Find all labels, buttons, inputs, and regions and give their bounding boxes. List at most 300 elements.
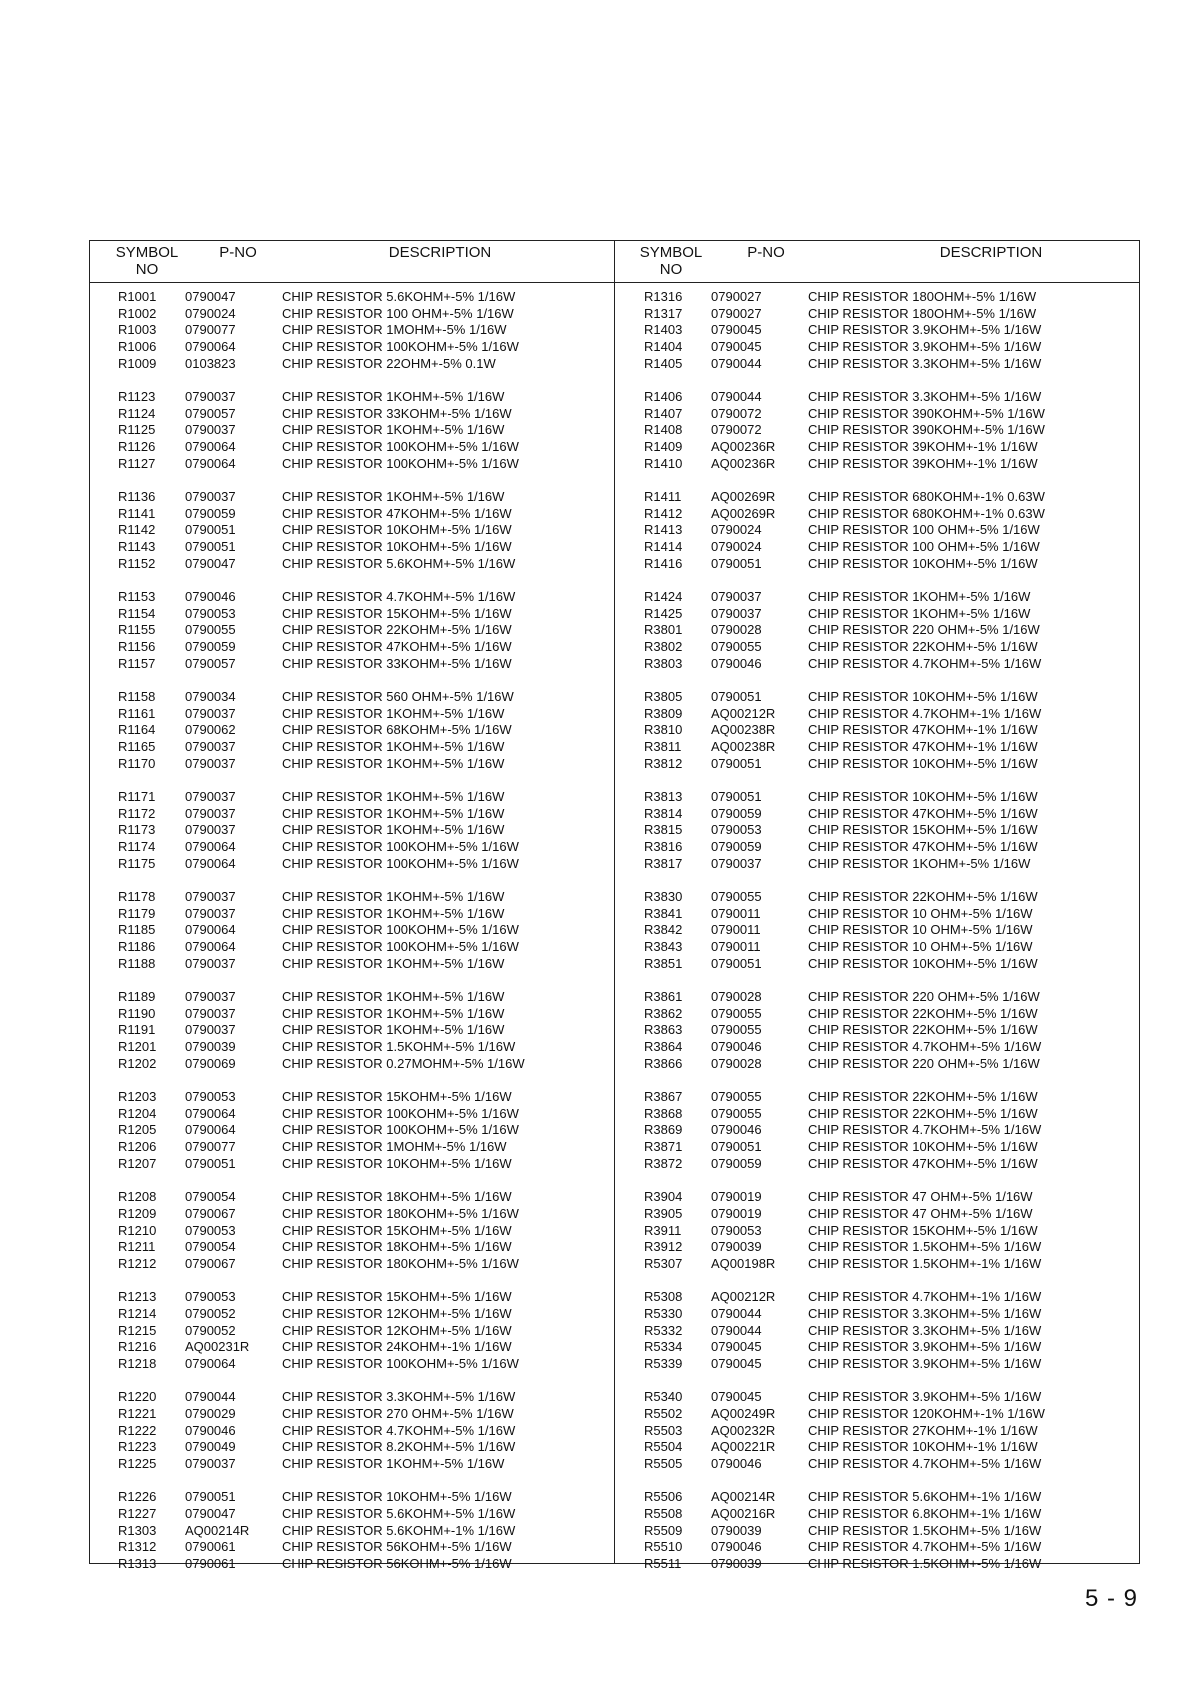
table-row (616, 538, 1141, 555)
table-row (616, 421, 1141, 438)
symbol-cell: R1143 (118, 538, 156, 554)
table-row (616, 1105, 1141, 1122)
pno-cell: 0790037 (185, 822, 236, 838)
description-cell: CHIP RESISTOR 3.3KOHM+-5% 1/16W (808, 1322, 1042, 1338)
symbol-cell: R1172 (118, 805, 156, 821)
symbol-cell: R3830 (644, 889, 683, 905)
pno-cell: 0790039 (711, 1555, 762, 1571)
description-cell: CHIP RESISTOR 1KOHM+-5% 1/16W (282, 705, 505, 721)
symbol-cell: R1225 (118, 1455, 157, 1471)
description-cell: CHIP RESISTOR 100KOHM+-5% 1/16W (282, 455, 519, 471)
description-cell: CHIP RESISTOR 100 OHM+-5% 1/16W (282, 305, 514, 321)
table-row (90, 1238, 614, 1255)
description-cell: CHIP RESISTOR 0.27MOHM+-5% 1/16W (282, 1055, 525, 1071)
table-row (90, 538, 614, 555)
table-row (90, 488, 614, 505)
table-row (616, 1155, 1141, 1172)
table-row (616, 822, 1141, 839)
table-row (90, 738, 614, 755)
symbol-cell: R1002 (118, 305, 157, 321)
table-row (90, 421, 614, 438)
table-row (90, 1538, 614, 1555)
description-cell: CHIP RESISTOR 68KOHM+-5% 1/16W (282, 722, 512, 738)
pno-cell: 0790037 (185, 905, 236, 921)
symbol-cell: R1190 (118, 1005, 156, 1021)
pno-cell: 0790037 (185, 739, 236, 755)
pno-cell: 0790051 (185, 1489, 236, 1505)
description-cell: CHIP RESISTOR 4.7KOHM+-5% 1/16W (808, 1122, 1042, 1138)
description-cell: CHIP RESISTOR 120KOHM+-1% 1/16W (808, 1405, 1045, 1421)
symbol-header: SYMBOL (115, 244, 179, 261)
part-group (616, 588, 1141, 671)
symbol-cell: R3866 (644, 1055, 683, 1071)
symbol-cell: R3810 (644, 722, 683, 738)
table-row (616, 1438, 1141, 1455)
symbol-cell: R1201 (118, 1039, 157, 1055)
pno-cell: 0790037 (185, 705, 236, 721)
table-row (90, 521, 614, 538)
pno-cell: 0790028 (711, 1055, 762, 1071)
symbol-cell: R1212 (118, 1255, 157, 1271)
symbol-cell: R1215 (118, 1322, 157, 1338)
symbol-cell: R1156 (118, 639, 156, 654)
description-cell: CHIP RESISTOR 3.3KOHM+-5% 1/16W (808, 388, 1042, 404)
pno-cell: 0790037 (185, 955, 236, 971)
table-row (616, 1555, 1141, 1572)
table-row (90, 1422, 614, 1439)
description-cell: CHIP RESISTOR 22KOHM+-5% 1/16W (808, 639, 1038, 654)
symbol-cell: R1155 (118, 622, 156, 638)
symbol-cell: R3912 (644, 1239, 683, 1255)
table-row (90, 705, 614, 722)
symbol-cell: R1407 (644, 405, 683, 421)
table-row (90, 1455, 614, 1472)
symbol-cell: R1141 (118, 505, 156, 521)
symbol-cell: R1403 (644, 322, 683, 338)
symbol-cell: R1222 (118, 1422, 157, 1438)
description-cell: CHIP RESISTOR 1KOHM+-5% 1/16W (282, 1455, 505, 1471)
pno-cell: 0790037 (185, 1455, 236, 1471)
pno-cell: 0790037 (711, 855, 762, 871)
description-cell: CHIP RESISTOR 1KOHM+-5% 1/16W (282, 889, 505, 905)
table-row (90, 1355, 614, 1372)
symbol-cell: R1416 (644, 555, 683, 571)
pno-cell: 0790024 (711, 522, 762, 538)
description-cell: CHIP RESISTOR 390KOHM+-5% 1/16W (808, 405, 1045, 421)
table-row (90, 388, 614, 405)
description-cell: CHIP RESISTOR 1KOHM+-5% 1/16W (282, 955, 505, 971)
pno-cell: 0790037 (185, 755, 236, 771)
left-header (90, 241, 614, 282)
description-cell: CHIP RESISTOR 220 OHM+-5% 1/16W (808, 622, 1040, 638)
pno-cell: 0790037 (185, 889, 236, 905)
pno-cell: 0790051 (711, 555, 762, 571)
pno-cell: 0790045 (711, 338, 762, 354)
table-row (616, 1055, 1141, 1072)
description-cell: CHIP RESISTOR 47KOHM+-1% 1/16W (808, 722, 1038, 738)
description-cell: CHIP RESISTOR 10 OHM+-5% 1/16W (808, 939, 1033, 955)
description-cell: CHIP RESISTOR 10KOHM+-5% 1/16W (282, 522, 512, 538)
symbol-cell: R1124 (118, 405, 156, 421)
description-cell: CHIP RESISTOR 10KOHM+-5% 1/16W (808, 755, 1038, 771)
table-row (616, 688, 1141, 705)
part-group (616, 788, 1141, 871)
pno-cell: 0790047 (185, 288, 236, 304)
table-row (616, 638, 1141, 655)
description-cell: CHIP RESISTOR 100 OHM+-5% 1/16W (808, 522, 1040, 538)
pno-cell: 0790037 (185, 1022, 236, 1038)
table-row (90, 1055, 614, 1072)
symbol-cell: R5509 (644, 1522, 683, 1538)
symbol-cell: R1185 (118, 922, 156, 938)
pno-cell: 0790055 (711, 1005, 762, 1021)
description-cell: CHIP RESISTOR 1KOHM+-5% 1/16W (282, 422, 505, 438)
symbol-cell: R3802 (644, 639, 683, 654)
table-row (90, 938, 614, 955)
table-row (90, 1088, 614, 1105)
pno-cell: 0790051 (711, 755, 762, 771)
no-header: NO (135, 261, 159, 278)
pno-cell: 0790069 (185, 1055, 236, 1071)
part-group (616, 688, 1141, 771)
description-cell: CHIP RESISTOR 1KOHM+-5% 1/16W (282, 905, 505, 921)
pno-cell: 0790044 (711, 1305, 762, 1321)
symbol-cell: R1001 (118, 288, 157, 304)
pno-cell: 0790051 (711, 1139, 762, 1155)
pno-cell: 0790051 (711, 789, 762, 804)
pno-cell: 0790037 (185, 1005, 236, 1021)
pno-cell: 0790044 (185, 1389, 236, 1405)
pno-cell: 0790034 (185, 688, 236, 704)
pno-cell: AQ00236R (711, 455, 776, 471)
symbol-cell: R3816 (644, 839, 683, 855)
table-row (90, 1155, 614, 1172)
table-row (616, 438, 1141, 455)
description-header: DESCRIPTION (939, 244, 1043, 261)
pno-cell: 0790051 (711, 688, 762, 704)
pno-cell: 0790052 (185, 1322, 236, 1338)
table-row (90, 822, 614, 839)
table-row (90, 905, 614, 922)
description-cell: CHIP RESISTOR 3.9KOHM+-5% 1/16W (808, 1339, 1042, 1355)
pno-cell: 0790037 (185, 488, 236, 504)
symbol-cell: R3867 (644, 1089, 683, 1105)
table-row (616, 1422, 1141, 1439)
description-cell: CHIP RESISTOR 10KOHM+-5% 1/16W (282, 1489, 512, 1505)
pno-cell: 0790046 (185, 588, 236, 604)
pno-cell: AQ00238R (711, 722, 776, 738)
description-cell: CHIP RESISTOR 3.3KOHM+-5% 1/16W (808, 355, 1042, 371)
pno-cell: 0790046 (711, 655, 762, 671)
description-cell: CHIP RESISTOR 39KOHM+-1% 1/16W (808, 438, 1038, 454)
description-cell: CHIP RESISTOR 1MOHM+-5% 1/16W (282, 322, 507, 338)
symbol-cell: R3872 (644, 1155, 683, 1171)
symbol-cell: R3803 (644, 655, 683, 671)
symbol-cell: R1411 (644, 488, 682, 504)
description-cell: CHIP RESISTOR 4.7KOHM+-5% 1/16W (808, 1455, 1042, 1471)
symbol-cell: R1405 (644, 355, 683, 371)
part-group (616, 1488, 1141, 1571)
description-cell: CHIP RESISTOR 4.7KOHM+-5% 1/16W (282, 588, 516, 604)
description-cell: CHIP RESISTOR 18KOHM+-5% 1/16W (282, 1189, 512, 1205)
table-row (90, 1305, 614, 1322)
pno-cell: 0790064 (185, 939, 236, 955)
description-cell: CHIP RESISTOR 10KOHM+-5% 1/16W (808, 688, 1038, 704)
pno-cell: 0790044 (711, 1322, 762, 1338)
description-cell: CHIP RESISTOR 1.5KOHM+-1% 1/16W (808, 1255, 1042, 1271)
symbol-cell: R3817 (644, 855, 683, 871)
description-cell: CHIP RESISTOR 100KOHM+-5% 1/16W (282, 338, 519, 354)
symbol-cell: R3815 (644, 822, 683, 838)
symbol-cell: R1227 (118, 1505, 157, 1521)
table-row (90, 688, 614, 705)
symbol-cell: R3842 (644, 922, 683, 938)
description-cell: CHIP RESISTOR 22KOHM+-5% 1/16W (808, 1105, 1038, 1121)
table-row (616, 1538, 1141, 1555)
table-row (90, 1405, 614, 1422)
table-row (616, 988, 1141, 1005)
description-cell: CHIP RESISTOR 56KOHM+-5% 1/16W (282, 1555, 512, 1571)
pno-cell: 0790053 (185, 605, 236, 621)
description-cell: CHIP RESISTOR 10 OHM+-5% 1/16W (808, 922, 1033, 938)
table-row (616, 455, 1141, 472)
symbol-cell: R1317 (644, 305, 683, 321)
pno-cell: 0790062 (185, 722, 236, 738)
symbol-cell: R3862 (644, 1005, 683, 1021)
symbol-cell: R1413 (644, 522, 683, 538)
pno-cell: AQ00232R (711, 1422, 776, 1438)
symbol-cell: R1206 (118, 1139, 157, 1155)
right-column (616, 288, 1141, 1588)
pno-cell: 0790053 (711, 1222, 762, 1238)
pno-header: P-NO (747, 244, 785, 261)
symbol-cell: R5505 (644, 1455, 683, 1471)
table-row (90, 1255, 614, 1272)
header-rule (90, 282, 1139, 283)
description-cell: CHIP RESISTOR 180OHM+-5% 1/16W (808, 305, 1037, 321)
symbol-cell: R1213 (118, 1289, 157, 1305)
table-row (616, 621, 1141, 638)
symbol-cell: R3811 (644, 739, 682, 755)
description-cell: CHIP RESISTOR 1.5KOHM+-5% 1/16W (282, 1039, 516, 1055)
table-row (90, 788, 614, 805)
symbol-cell: R1214 (118, 1305, 157, 1321)
description-cell: CHIP RESISTOR 10KOHM+-5% 1/16W (282, 538, 512, 554)
pno-cell: 0790077 (185, 1139, 236, 1155)
description-cell: CHIP RESISTOR 22KOHM+-5% 1/16W (808, 1089, 1038, 1105)
pno-cell: AQ00214R (711, 1489, 776, 1505)
symbol-cell: R1424 (644, 588, 683, 604)
table-row (90, 1038, 614, 1055)
symbol-cell: R5339 (644, 1355, 683, 1371)
table-row (90, 555, 614, 572)
table-row (616, 1405, 1141, 1422)
table-row (90, 1122, 614, 1139)
description-cell: CHIP RESISTOR 100 OHM+-5% 1/16W (808, 538, 1040, 554)
pno-cell: 0103823 (185, 355, 236, 371)
symbol-cell: R1425 (644, 605, 683, 621)
symbol-cell: R1211 (118, 1239, 156, 1255)
table-row (90, 455, 614, 472)
description-cell: CHIP RESISTOR 3.3KOHM+-5% 1/16W (282, 1389, 516, 1405)
table-row (616, 1022, 1141, 1039)
table-row (616, 305, 1141, 322)
description-cell: CHIP RESISTOR 5.6KOHM+-5% 1/16W (282, 1505, 516, 1521)
page-number: 5 - 9 (1084, 1585, 1138, 1612)
description-cell: CHIP RESISTOR 4.7KOHM+-5% 1/16W (282, 1422, 516, 1438)
pno-cell: AQ00249R (711, 1405, 776, 1421)
table-row (90, 755, 614, 772)
description-cell: CHIP RESISTOR 100KOHM+-5% 1/16W (282, 1355, 519, 1371)
symbol-header: SYMBOL (639, 244, 703, 261)
table-row (616, 938, 1141, 955)
table-row (616, 488, 1141, 505)
description-cell: CHIP RESISTOR 27KOHM+-1% 1/16W (808, 1422, 1038, 1438)
description-cell: CHIP RESISTOR 680KOHM+-1% 0.63W (808, 488, 1045, 504)
symbol-cell: R1210 (118, 1222, 157, 1238)
symbol-cell: R5508 (644, 1505, 683, 1521)
description-cell: CHIP RESISTOR 10 OHM+-5% 1/16W (808, 905, 1033, 921)
description-cell: CHIP RESISTOR 3.9KOHM+-5% 1/16W (808, 1355, 1042, 1371)
table-row (90, 288, 614, 305)
pno-header: P-NO (219, 244, 257, 261)
symbol-cell: R1161 (118, 705, 156, 721)
pno-cell: 0790019 (711, 1189, 762, 1205)
description-cell: CHIP RESISTOR 10KOHM+-1% 1/16W (808, 1439, 1038, 1455)
description-cell: CHIP RESISTOR 100KOHM+-5% 1/16W (282, 1105, 519, 1121)
table-row (90, 888, 614, 905)
symbol-cell: R1409 (644, 438, 683, 454)
symbol-cell: R3801 (644, 622, 683, 638)
description-cell: CHIP RESISTOR 5.6KOHM+-1% 1/16W (808, 1489, 1042, 1505)
description-cell: CHIP RESISTOR 47 OHM+-5% 1/16W (808, 1189, 1033, 1205)
table-row (616, 838, 1141, 855)
table-row (90, 621, 614, 638)
symbol-cell: R1152 (118, 555, 156, 571)
symbol-cell: R1204 (118, 1105, 157, 1121)
description-cell: CHIP RESISTOR 100KOHM+-5% 1/16W (282, 922, 519, 938)
pno-cell: 0790064 (185, 922, 236, 938)
description-cell: CHIP RESISTOR 5.6KOHM+-1% 1/16W (282, 1522, 516, 1538)
pno-cell: 0790019 (711, 1205, 762, 1221)
table-row (616, 355, 1141, 372)
description-cell: CHIP RESISTOR 180KOHM+-5% 1/16W (282, 1255, 519, 1271)
table-row (616, 1238, 1141, 1255)
symbol-cell: R1175 (118, 855, 156, 871)
table-row (90, 1388, 614, 1405)
table-row (90, 321, 614, 338)
table-row (616, 1505, 1141, 1522)
symbol-cell: R5340 (644, 1389, 683, 1405)
table-row (90, 355, 614, 372)
description-cell: CHIP RESISTOR 22KOHM+-5% 1/16W (282, 622, 512, 638)
symbol-cell: R1303 (118, 1522, 157, 1538)
symbol-cell: R3861 (644, 989, 683, 1005)
description-cell: CHIP RESISTOR 1.5KOHM+-5% 1/16W (808, 1522, 1042, 1538)
symbol-cell: R1006 (118, 338, 157, 354)
table-row (616, 755, 1141, 772)
symbol-cell: R1003 (118, 322, 157, 338)
description-cell: CHIP RESISTOR 15KOHM+-5% 1/16W (282, 1222, 512, 1238)
description-cell: CHIP RESISTOR 220 OHM+-5% 1/16W (808, 989, 1040, 1005)
symbol-cell: R3904 (644, 1189, 683, 1205)
table-row (90, 438, 614, 455)
symbol-cell: R5502 (644, 1405, 683, 1421)
table-row (90, 505, 614, 522)
right-header (616, 241, 1141, 282)
table-row (616, 1088, 1141, 1105)
table-row (616, 1305, 1141, 1322)
table-row (616, 555, 1141, 572)
pno-cell: 0790045 (711, 1339, 762, 1355)
part-group (616, 388, 1141, 471)
description-cell: CHIP RESISTOR 15KOHM+-5% 1/16W (282, 605, 512, 621)
symbol-cell: R1188 (118, 955, 156, 971)
description-cell: CHIP RESISTOR 100KOHM+-5% 1/16W (282, 855, 519, 871)
no-header: NO (659, 261, 683, 278)
symbol-cell: R5503 (644, 1422, 683, 1438)
pno-cell: 0790037 (185, 422, 236, 438)
table-row (90, 338, 614, 355)
pno-cell: 0790059 (185, 639, 236, 654)
column-divider (614, 241, 615, 1563)
part-group (616, 888, 1141, 971)
pno-cell: 0790055 (711, 1022, 762, 1038)
symbol-cell: R3843 (644, 939, 683, 955)
symbol-cell: R5504 (644, 1439, 683, 1455)
pno-cell: 0790053 (185, 1222, 236, 1238)
symbol-cell: R1209 (118, 1205, 157, 1221)
description-cell: CHIP RESISTOR 39KOHM+-1% 1/16W (808, 455, 1038, 471)
symbol-cell: R1216 (118, 1339, 157, 1355)
description-cell: CHIP RESISTOR 47 OHM+-5% 1/16W (808, 1205, 1033, 1221)
description-cell: CHIP RESISTOR 56KOHM+-5% 1/16W (282, 1539, 512, 1555)
pno-cell: 0790072 (711, 405, 762, 421)
symbol-cell: R3813 (644, 789, 683, 804)
table-row (616, 722, 1141, 739)
symbol-cell: R1203 (118, 1089, 157, 1105)
pno-cell: 0790046 (711, 1039, 762, 1055)
table-row (616, 705, 1141, 722)
pno-cell: 0790047 (185, 555, 236, 571)
description-cell: CHIP RESISTOR 15KOHM+-5% 1/16W (282, 1289, 512, 1305)
pno-cell: 0790064 (185, 455, 236, 471)
symbol-cell: R3812 (644, 755, 683, 771)
table-row (90, 955, 614, 972)
left-column (90, 288, 614, 1588)
pno-cell: 0790072 (711, 422, 762, 438)
pno-cell: 0790045 (711, 322, 762, 338)
description-cell: CHIP RESISTOR 100KOHM+-5% 1/16W (282, 939, 519, 955)
description-cell: CHIP RESISTOR 1KOHM+-5% 1/16W (282, 1022, 505, 1038)
part-group (616, 1388, 1141, 1471)
pno-cell: 0790064 (185, 1355, 236, 1371)
pno-cell: AQ00231R (185, 1339, 250, 1355)
symbol-cell: R5511 (644, 1555, 682, 1571)
symbol-cell: R1153 (118, 588, 156, 604)
pno-cell: 0790054 (185, 1239, 236, 1255)
symbol-cell: R3869 (644, 1122, 683, 1138)
table-row (90, 405, 614, 422)
symbol-cell: R3911 (644, 1222, 682, 1238)
part-group (90, 688, 614, 771)
symbol-cell: R1142 (118, 522, 156, 538)
symbol-cell: R1154 (118, 605, 156, 621)
table-row (90, 638, 614, 655)
description-cell: CHIP RESISTOR 10KOHM+-5% 1/16W (808, 1139, 1038, 1155)
pno-cell: 0790039 (711, 1239, 762, 1255)
table-row (616, 1522, 1141, 1539)
